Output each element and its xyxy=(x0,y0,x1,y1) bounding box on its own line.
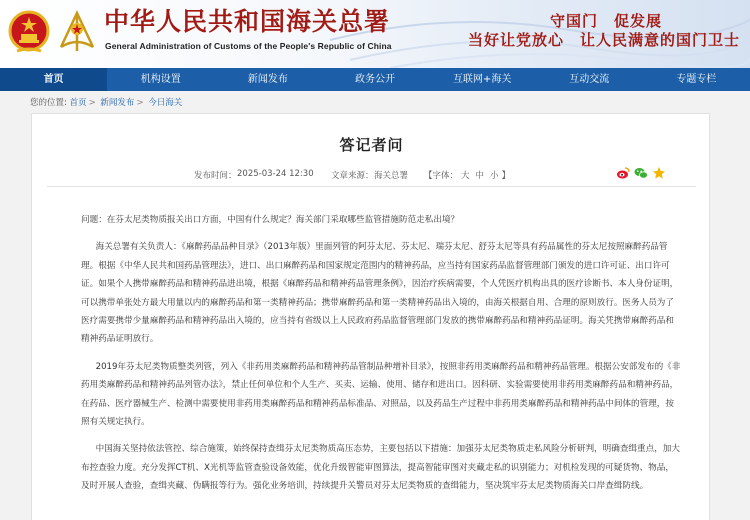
breadcrumb-news[interactable]: 新闻发布 xyxy=(100,98,135,108)
national-emblem-icon[interactable] xyxy=(7,7,51,57)
wechat-icon[interactable] xyxy=(634,166,648,180)
publish-date: 2025-03-24 12:30 xyxy=(237,169,314,179)
breadcrumb-home[interactable]: 首页 xyxy=(69,98,87,108)
nav-item-news[interactable]: 新闻发布 xyxy=(247,74,288,85)
article-container xyxy=(31,113,710,520)
article-title: 答记者问 xyxy=(339,136,404,154)
breadcrumb-today-customs[interactable]: 今日海关 xyxy=(148,98,183,108)
article-paragraph-1: 海关总署有关负责人：《麻醉药品品种目录》（2013年版）里面列管的阿芬太尼、芬太尼、瑞芬太尼、舒芬太尼等具有药品属性的芬太尼按照麻醉药品管理。根据《中华人民共和国药品管理法》，进口、出口麻醉药品和国家规定范围内的精神药品，应当持有国家药品监督管理部门颁发的进口许可证、出口许可证。如果个人携带麻醉药品和精神药品进出境，根据《麻醉药品和精神药品管理条例》，因治疗疾病需要，个人凭医疗机构出具的医疗诊断书、本人身份证明，可以携带单张处方最大用量以内的麻醉药品和第一类精神药品；携带麻醉药品和第一类精神药品出入境的，由海关根据自用、合理的原则放行。医务人员为了医疗需要携带少量麻醉药品和精神药品出入境的，应当持有省级以上人民政府药品监督管理部门发放的携带麻醉药品和精神药品证明。海关凭携带麻醉药品和精神药品证明放行。 xyxy=(81,242,679,345)
breadcrumb-prefix: 您的位置: xyxy=(30,98,67,108)
publish-date-label: 发布时间： xyxy=(194,171,237,181)
article-paragraph-2: 2019年芬太尼类物质整类列管，列入《非药用类麻醉药品和精神药品管制品种增补目录》，按照非药用类麻醉药品和精神药品管理。根据公安部发布的《非药用类麻醉药品和精神药品列管办法》，禁止任何单位和个人生产、买卖、运输、使用、储存和进出口。因科研、实验需要使用非药用类麻醉药品和精神药品，在药品、医疗器械生产、检测中需要使用非药用类麻醉药品和精神药品标准品、对照品，以及药品生产过程中非药用类麻醉药品和精神药品中间体的管理，按照有关规定执行。 xyxy=(81,361,681,428)
nav-item-home[interactable]: 首页 xyxy=(0,68,107,91)
source-label: 文章来源： xyxy=(331,171,374,181)
nav-item-government-affairs[interactable]: 政务公开 xyxy=(354,74,395,85)
nav-item-organization[interactable]: 机构设置 xyxy=(140,74,181,85)
font-label: 【字体： xyxy=(424,171,459,181)
customs-emblem-icon[interactable] xyxy=(55,7,99,57)
article-body xyxy=(81,211,681,496)
source: 海关总署 xyxy=(374,171,409,181)
header-slogan-line1: 守国门 促发展 xyxy=(549,12,662,30)
article-question: 问题：在芬太尼类物质报关出口方面，中国有什么规定？海关部门采取哪些监管措施防范走私出境？ xyxy=(81,215,460,225)
favorite-star-icon[interactable] xyxy=(652,166,666,180)
site-header xyxy=(0,0,750,68)
header-slogan-line2: 当好让党放心 让人民满意的国门卫士 xyxy=(467,31,740,49)
main-nav xyxy=(0,68,750,91)
breadcrumb: 您的位置: 首页 > 新闻发布 > 今日海关 xyxy=(30,98,183,108)
nav-item-interaction[interactable]: 互动交流 xyxy=(569,74,610,85)
nav-item-special-topics[interactable]: 专题专栏 xyxy=(676,74,717,85)
site-subtitle: General Administration of Customs of the People's Republic of China xyxy=(105,41,392,51)
nav-item-internet-customs[interactable]: 互联网+海关 xyxy=(452,74,512,85)
site-title[interactable]: 中华人民共和国海关总署 xyxy=(104,7,391,36)
weibo-icon[interactable] xyxy=(616,166,630,180)
font-medium-option[interactable]: 中 xyxy=(475,171,485,181)
font-size-control xyxy=(424,169,510,181)
font-label-close: 】 xyxy=(501,171,511,181)
article-paragraph-3: 中国海关坚持依法管控、综合施策，始终保持查缉芬太尼类物质高压态势，主要包括以下措施：加强芬太尼类物质走私风险分析研判，明确查缉重点，加大布控查验力度。充分发挥CT机、X光机等监管查验设备效能，优化升级智能审图算法，提高智能审图对夹藏走私的识别能力；对机检发现的可疑货物、物品，及时开展人查验，查缉夹藏、伪瞒报等行为。强化业务培训，持续提升关警员对芬太尼类物质的查缉能力，坚决筑牢芬太尼类物质海关口岸查缉防线。 xyxy=(81,444,680,492)
font-large-option[interactable]: 大 xyxy=(461,171,470,181)
meta-divider xyxy=(47,186,696,187)
font-small-option[interactable]: 小 xyxy=(490,171,499,181)
